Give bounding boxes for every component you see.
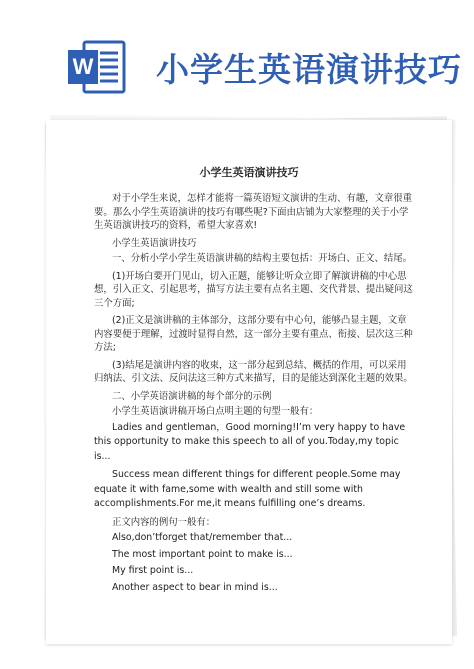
word-icon-letter: W <box>72 54 94 79</box>
paragraph-main-body: (2)正文是演讲稿的主体部分，这部分要有中心句，能够凸显主题，文章内容要便于理解，过渡时显得自然，这一部分主要有重点、衔接、层次这三种方法; <box>94 315 413 353</box>
header-banner <box>0 0 474 118</box>
document-body <box>94 192 414 597</box>
paragraph-intro: 对于小学生来说，怎样才能将一篇英语短文演讲的生动、有趣，文章很重要。那么小学生英语演讲的技巧有哪些呢?下面由店铺为大家整理的关于小学生英语演讲技巧的资料，希望大家喜欢! <box>94 193 413 231</box>
paragraph-example-also: Also,don’tforget that/remember that... <box>112 532 293 543</box>
paragraph-body-examples: 正文内容的例句一般有： <box>112 516 216 528</box>
paragraph-example-success: Success mean different things for different people.Some may equate it with fame,some with wealth and still some with accomplishments.For me,it means fulfilling one’s dreams. <box>94 469 401 509</box>
word-document-icon <box>66 38 128 96</box>
paragraph-example-aspect: Another aspect to bear in mind is... <box>112 581 278 593</box>
paragraph-section-two: 二、小学英语演讲稿的每个部分的示例 <box>112 390 272 402</box>
paragraph-subheading: 小学生英语演讲技巧 <box>112 237 197 249</box>
paragraph-example-greeting: Ladies and gentleman，Good morning!I’m very happy to have this opportunity to make this speech to all of you.Today,my topic is... <box>94 421 406 462</box>
paragraph-opening-patterns: 小学生英语演讲稿开场白点明主题的句型一般有： <box>112 406 319 417</box>
document-title: 小学生英语演讲技巧 <box>199 166 299 179</box>
paragraph-opening: (1)开场白要开门见山，切入正题，能够让听众立即了解演讲稿的中心思想，引入正文、引起思考，描写方法主要有点名主题、交代背景、提出疑问这三个方面; <box>94 270 413 309</box>
paragraph-example-important: The most important point to make is... <box>112 548 293 560</box>
banner-title: 小学生英语演讲技巧 <box>156 50 462 89</box>
document-page <box>46 120 452 644</box>
paragraph-example-first: My first point is... <box>112 565 194 576</box>
paragraph-ending: (3)结尾是演讲内容的收束，这一部分起到总结、概括的作用，可以采用归纳法、引文法、反问法这三种方式来描写，目的是能达到深化主题的效果。 <box>94 359 413 384</box>
paragraph-structure: 一、分析小学小学生英语演讲稿的结构主要包括：开场白、正文、结尾。 <box>112 253 413 264</box>
